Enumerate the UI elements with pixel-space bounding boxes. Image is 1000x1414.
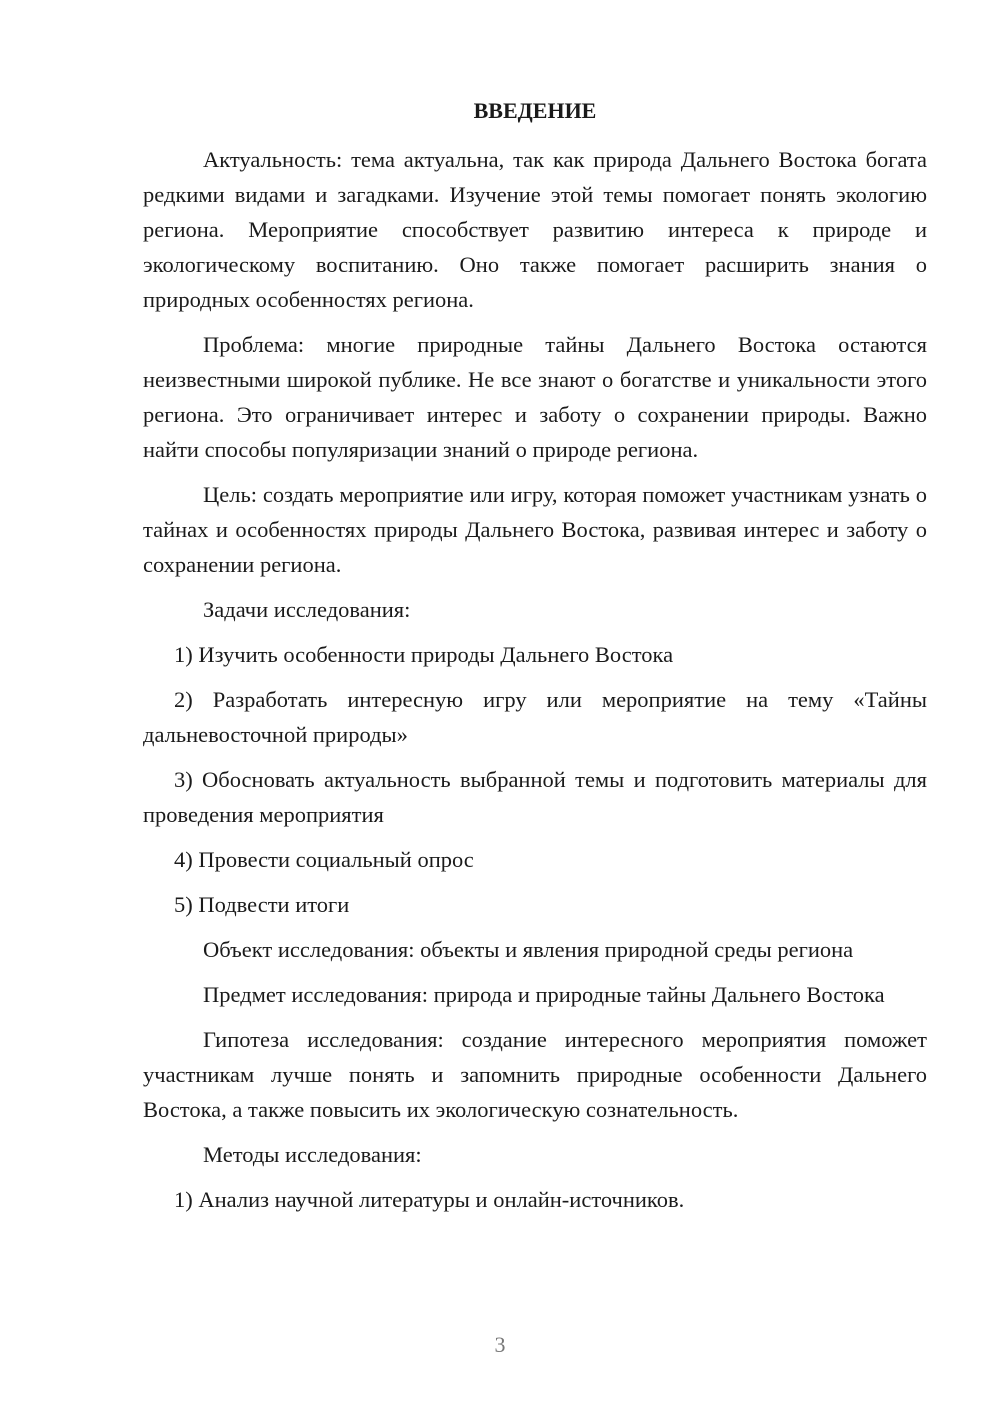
task-item: 1) Изучить особенности природы Дальнего Востока — [174, 642, 674, 667]
document-page — [143, 93, 927, 1227]
section-heading: ВВЕДЕНИЕ — [473, 98, 597, 123]
page-number: 3 — [494, 1332, 506, 1357]
problem-paragraph: Проблема: многие природные тайны Дальнего Востока остаются неизвестными широкой публике. Не все знают о богатстве и уникальности этого региона. Это ограничивает интерес и заботу о сохранении природы. Важно найти способы популяризации знаний о природе региона. — [143, 332, 927, 462]
task-item: 2) Разработать интересную игру или мероприятие на тему «Тайны дальневосточной природы» — [143, 687, 927, 747]
object-line: Объект исследования: объекты и явления природной среды региона — [203, 937, 854, 962]
task-item: 5) Подвести итоги — [174, 892, 350, 917]
subject-paragraph: Предмет исследования: природа и природные тайны Дальнего Востока — [203, 982, 885, 1007]
task-item: 3) Обосновать актуальность выбранной темы и подготовить материалы для проведения мероприятия — [143, 767, 927, 827]
goal-paragraph: Цель: создать мероприятие или игру, которая поможет участникам узнать о тайнах и особенностях природы Дальнего Востока, развивая интерес и заботу о сохранении региона. — [143, 482, 927, 577]
methods-title: Методы исследования: — [203, 1142, 422, 1167]
relevance-paragraph: Актуальность: тема актуальна, так как природа Дальнего Востока богата редкими видами и загадками. Изучение этой темы помогает понять экологию региона. Мероприятие способствует развитию интереса к природе и экологическому воспитанию. Оно также помогает расширить знания о природных особенностях региона. — [143, 147, 927, 312]
tasks-title: Задачи исследования: — [203, 597, 411, 622]
method-item: 1) Анализ научной литературы и онлайн-источников. — [174, 1187, 685, 1212]
task-item: 4) Провести социальный опрос — [174, 847, 474, 872]
hypothesis-paragraph: Гипотеза исследования: создание интересного мероприятия поможет участникам лучше понять и запомнить природные особенности Дальнего Востока, а также повысить их экологическую сознательность. — [143, 1027, 927, 1122]
